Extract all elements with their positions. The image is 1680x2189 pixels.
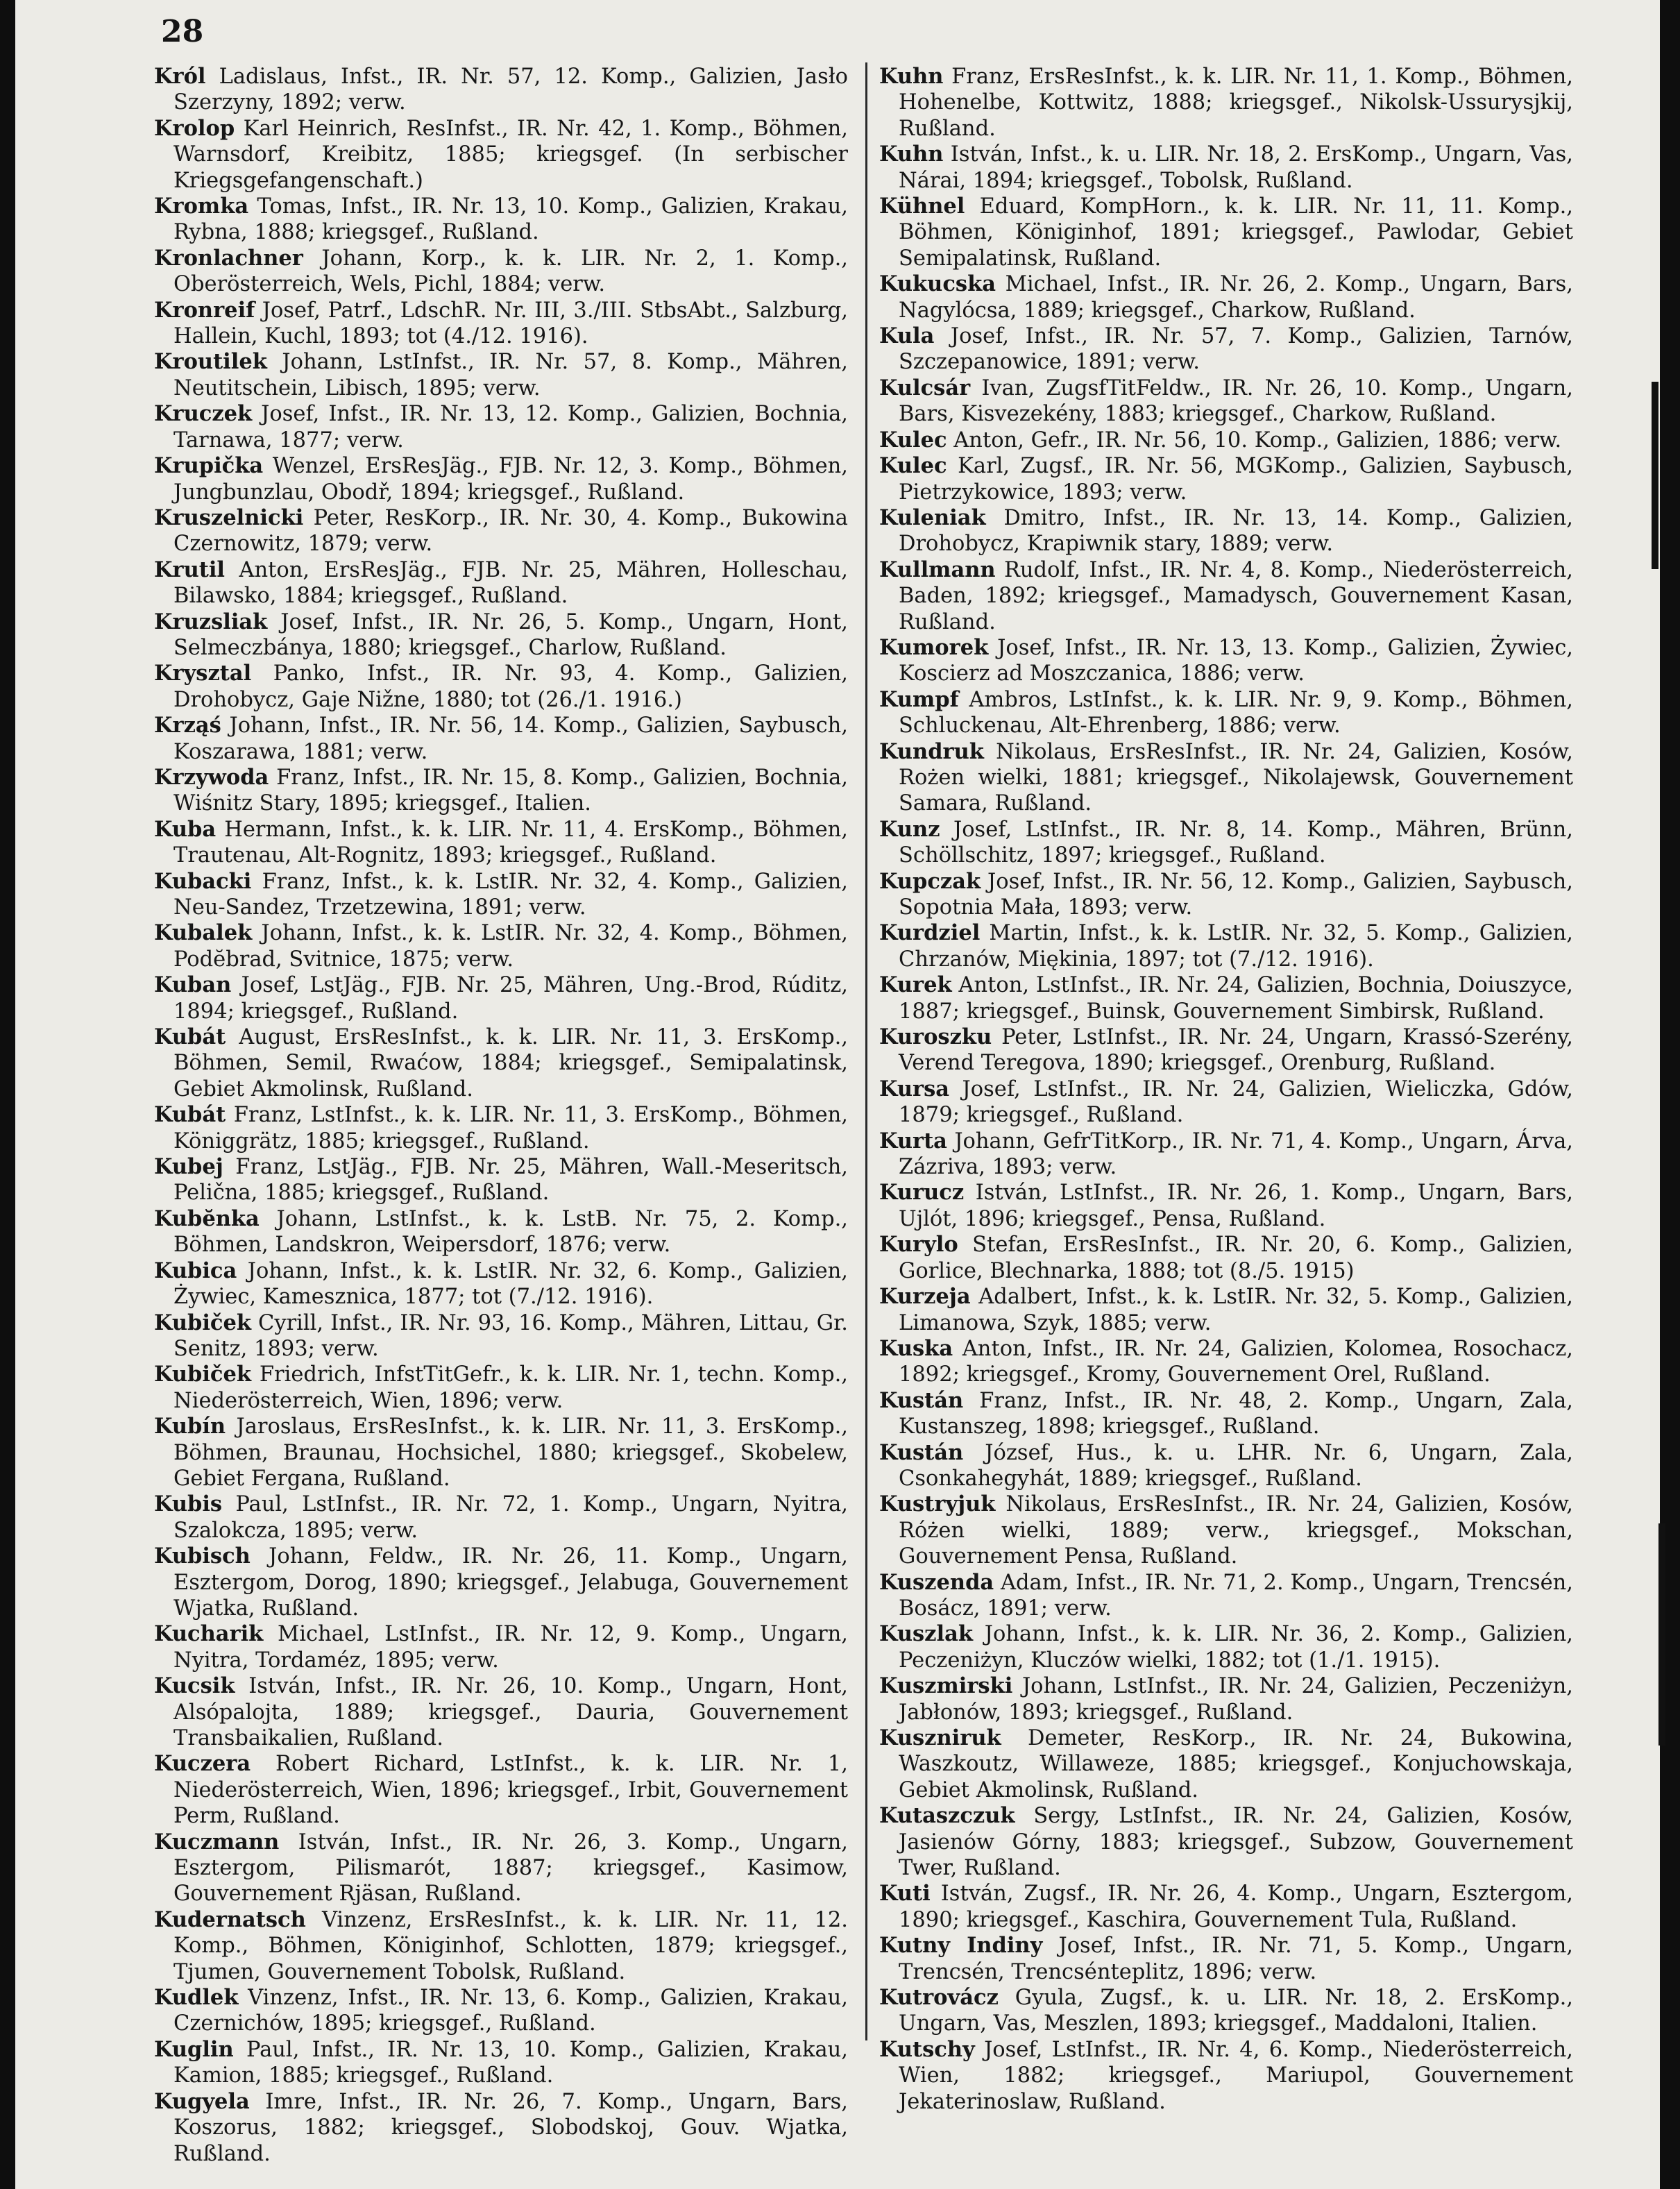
register-entry [154,194,848,246]
register-entry [879,557,1573,635]
entry-details: Peter, ResKorp., IR. Nr. 30, 4. Komp., Bukowina Czernowitz, 1879; verw. [173,505,848,557]
column-divider [865,62,867,2040]
entry-surname: Krupička [154,453,264,479]
entry-details: Nikolaus, ErsResInfst., IR. Nr. 24, Galizien, Kosów, Rożen wielki, 1881; kriegsgef., Nikolajewsk, Gouvernement Samara, Rußland. [899,739,1573,816]
entry-details: Demeter, ResKorp., IR. Nr. 24, Bukowina, Waszkoutz, Willaweze, 1885; kriegsgef., Konjuchowskaja, Gebiet Akmolinsk, Rußland. [899,1726,1573,1802]
entry-details: Franz, Infst., IR. Nr. 15, 8. Komp., Galizien, Bochnia, Wiśnitz Stary, 1895; kriegsgef., Italien. [173,765,848,816]
register-entry [154,505,848,557]
entry-surname: Kubej [154,1154,223,1180]
entry-surname: Kurzeja [879,1284,971,1310]
register-entry [879,64,1573,142]
entry-surname: Kucsik [154,1673,235,1699]
entry-surname: Kukucska [879,271,996,297]
left-column [154,64,848,2167]
entry-surname: Kruszelnicki [154,505,304,530]
entry-surname: Kromka [154,194,249,219]
entry-details: Wenzel, ErsResJäg., FJB. Nr. 12, 3. Komp., Böhmen, Jungbunzlau, Obodř, 1894; kriegsgef., Rußland. [173,454,848,505]
register-entry [879,1336,1573,1388]
entry-surname: Kuska [879,1335,953,1361]
register-entry [879,323,1573,375]
entry-surname: Kubín [154,1414,226,1439]
entry-details: Josef, LstInfst., IR. Nr. 8, 14. Komp., Mähren, Brünn, Schöllschitz, 1897; kriegsgef., Rußland. [899,817,1573,868]
entry-surname: Kubalek [154,920,253,946]
register-entry [154,246,848,298]
entry-surname: Krzywoda [154,764,269,790]
entry-details: Karl Heinrich, ResInfst., IR. Nr. 42, 1. Komp., Böhmen, Warnsdorf, Kreibitz, 1885; kriegsgef. (In serbischer Kriegsgefangenschaft.) [173,116,848,193]
entry-details: Josef, LstJäg., FJB. Nr. 25, Mähren, Ung.-Brod, Rúditz, 1894; kriegsgef., Rußland. [173,973,848,1024]
entry-details: Tomas, Infst., IR. Nr. 13, 10. Komp., Galizien, Krakau, Rybna, 1888; kriegsgef., Rußland. [173,194,848,245]
entry-surname: Kulec [879,453,947,479]
entry-details: István, Zugsf., IR. Nr. 26, 4. Komp., Ungarn, Esztergom, 1890; kriegsgef., Kaschira, Gouvernement Tula, Rußland. [899,1882,1573,1932]
entry-surname: Kubiček [154,1362,252,1387]
entry-details: Anton, Infst., IR. Nr. 24, Galizien, Kolomea, Rosochacz, 1892; kriegsgef., Kromy, Gouvernement Orel, Rußland. [899,1336,1573,1387]
entry-surname: Kruczek [154,401,253,427]
entry-surname: Kullmann [879,557,996,582]
entry-surname: Kurek [879,972,952,998]
register-entry [879,1024,1573,1076]
entry-details: Josef, Infst., IR. Nr. 57, 7. Komp., Galizien, Tarnów, Szczepanowice, 1891; verw. [899,324,1573,375]
entry-details: István, Infst., IR. Nr. 26, 3. Komp., Ungarn, Esztergom, Pilismarót, 1887; kriegsgef., Kasimow, Gouvernement Rjäsan, Rußland. [173,1829,848,1907]
entry-surname: Kuszmirski [879,1673,1013,1699]
entry-details: Martin, Infst., k. k. LstIR. Nr. 32, 5. Komp., Galizien, Chrzanów, Miękinia, 1897; tot (7./12. 1916). [899,921,1573,972]
register-entry [154,557,848,609]
entry-details: Anton, LstInfst., IR. Nr. 24, Galizien, Bochnia, Doiuszyce, 1887; kriegsgef., Buinsk, Gouvernement Simbirsk, Rußland. [899,973,1573,1024]
entry-surname: Kustán [879,1387,964,1413]
register-entry [879,1881,1573,1933]
entry-details: Karl, Zugsf., IR. Nr. 56, MGKomp., Galizien, Saybusch, Pietrzykowice, 1893; verw. [899,454,1573,505]
register-entry [154,972,848,1024]
entry-surname: Kubis [154,1491,223,1517]
register-entry [879,1725,1573,1803]
entry-surname: Kumorek [879,634,989,660]
entry-details: Panko, Infst., IR. Nr. 93, 4. Komp., Galizien, Drohobycz, Gaje Nižne, 1880; tot (26./1. 1916.) [173,661,848,712]
entry-details: Johann, LstInfst., IR. Nr. 57, 8. Komp., Mähren, Neutitschein, Libisch, 1895; verw. [173,350,848,400]
entry-details: Josef, Infst., IR. Nr. 71, 5. Komp., Ungarn, Trencsén, Trencsénteplitz, 1896; verw. [899,1934,1574,1984]
register-entry [879,972,1573,1024]
register-entry [879,1621,1573,1673]
entry-details: Josef, LstInfst., IR. Nr. 4, 6. Komp., Niederösterreich, Wien, 1882; kriegsgef., Mariupol, Gouvernement Jekaterinoslaw, Rußland. [899,2037,1573,2114]
entry-surname: Kubica [154,1258,237,1283]
page-number: 28 [161,14,204,49]
register-entry [879,375,1573,428]
entry-details: Ivan, ZugsfTitFeldw., IR. Nr. 26, 10. Komp., Ungarn, Bars, Kisvezekény, 1883; kriegsgef., Charkow, Rußland. [899,375,1573,427]
entry-details: Franz, LstInfst., k. k. LIR. Nr. 11, 3. ErsKomp., Böhmen, Königgrätz, 1885; kriegsgef., Rußland. [173,1103,848,1153]
entry-details: István, Infst., k. u. LIR. Nr. 18, 2. ErsKomp., Ungarn, Vas, Nárai, 1894; kriegsgef., Tobolsk, Rußland. [899,142,1573,193]
register-entry [154,453,848,505]
entry-details: István, Infst., IR. Nr. 26, 10. Komp., Ungarn, Hont, Alsópalojta, 1889; kriegsgef., Dauria, Gouvernement Transbaikalien, Rußland. [173,1674,848,1750]
register-entry [879,194,1573,271]
register-entry [879,505,1573,557]
entry-surname: Kuroszku [879,1024,992,1050]
entry-surname: Kuszlak [879,1621,973,1647]
entry-surname: Kumpf [879,686,959,712]
register-entry [154,349,848,401]
register-entry [154,1206,848,1258]
register-entry [879,1440,1573,1492]
right-column [879,64,1573,2115]
entry-surname: Kuglin [154,2036,234,2062]
entry-surname: Kurylo [879,1232,958,1258]
entry-details: Ambros, LstInfst., k. k. LIR. Nr. 9, 9. Komp., Böhmen, Schluckenau, Alt-Ehrenberg, 1886; verw. [899,687,1573,738]
entry-surname: Kubiček [154,1310,252,1335]
entry-surname: Krysztal [154,661,252,686]
entry-surname: Kudlek [154,1985,239,2011]
register-entry [154,2089,848,2167]
entry-surname: Kühnel [879,194,965,219]
entry-details: Adam, Infst., IR. Nr. 71, 2. Komp., Ungarn, Trencsén, Bosácz, 1891; verw. [899,1570,1573,1621]
entry-surname: Kulec [879,427,947,453]
register-entry [154,713,848,765]
register-entry [879,1570,1573,1622]
entry-surname: Kundruk [879,738,984,764]
register-entry [154,1544,848,1621]
register-entry [879,739,1573,817]
register-entry [154,765,848,817]
entry-details: Franz, Infst., k. k. LstIR. Nr. 32, 4. Komp., Galizien, Neu-Sandez, Trzetzewina, 1891; verw. [173,869,848,920]
entry-surname: Kurucz [879,1180,965,1206]
register-entry [154,2037,848,2089]
entry-surname: Kubĕnka [154,1206,260,1231]
register-entry [154,609,848,661]
entry-details: Anton, Gefr., IR. Nr. 56, 10. Komp., Galizien, 1886; verw. [947,428,1562,453]
entry-surname: Kutaszczuk [879,1803,1015,1829]
entry-surname: Kursa [879,1076,950,1101]
register-entry [154,116,848,194]
entry-surname: Krolop [154,115,235,141]
entry-surname: Kronlachner [154,245,303,271]
register-entry [879,817,1573,869]
register-entry [879,2037,1573,2115]
entry-surname: Kutschy [879,2036,975,2062]
entry-details: Hermann, Infst., k. k. LIR. Nr. 11, 4. ErsKomp., Böhmen, Trautenau, Alt-Rognitz, 1893; kriegsgef., Rußland. [173,817,848,868]
entry-surname: Kurdziel [879,920,981,946]
entry-surname: Kuszniruk [879,1725,1001,1750]
register-entry [154,1985,848,2037]
entry-surname: Kubisch [154,1544,251,1569]
entry-details: Vinzenz, Infst., IR. Nr. 13, 6. Komp., Galizien, Krakau, Czernichów, 1895; kriegsgef., Rußland. [173,1986,848,2036]
entry-details: Johann, GefrTitKorp., IR. Nr. 71, 4. Komp., Ungarn, Árva, Zázriva, 1893; verw. [899,1129,1573,1180]
entry-details: Eduard, KompHorn., k. k. LIR. Nr. 11, 11. Komp., Böhmen, Königinhof, 1891; kriegsgef., Pawlodar, Gebiet Semipalatinsk, Rußland. [899,194,1573,271]
entry-details: Vinzenz, ErsResInfst., k. k. LIR. Nr. 11, 12. Komp., Böhmen, Königinhof, Schlotten, 1879; kriegsgef., Tjumen, Gouvernement Tobolsk, Rußland. [173,1907,848,1984]
entry-details: Johann, Infst., IR. Nr. 56, 14. Komp., Galizien, Saybusch, Koszarawa, 1881; verw. [173,713,848,764]
register-entry [879,1803,1573,1881]
entry-details: Johann, LstInfst., IR. Nr. 24, Galizien, Peczeniżyn, Jabłonów, 1893; kriegsgef., Rußland. [899,1674,1573,1725]
entry-surname: Król [154,64,206,89]
register-entry [154,1907,848,1985]
register-entry [879,1284,1573,1336]
entry-details: Johann, Infst., k. k. LstIR. Nr. 32, 4. Komp., Böhmen, Podĕbrad, Svitnice, 1875; verw. [173,921,848,972]
register-entry [154,1491,848,1544]
entry-surname: Kustán [879,1439,964,1465]
register-entry [879,271,1573,323]
entry-surname: Kupczak [879,868,981,894]
register-entry [154,1258,848,1310]
entry-details: Johann, LstInfst., k. k. LstB. Nr. 75, 2. Komp., Böhmen, Landskron, Weipersdorf, 1876; verw. [173,1206,848,1258]
register-entry [879,1388,1573,1440]
register-entry [879,1076,1573,1129]
entry-surname: Kronreif [154,297,255,323]
entry-surname: Kuhn [879,142,944,167]
document-page [15,0,1660,2189]
entry-surname: Kuti [879,1881,931,1907]
entry-details: Adalbert, Infst., k. k. LstIR. Nr. 32, 5. Komp., Galizien, Limanowa, Szyk, 1885; verw. [899,1285,1573,1335]
entry-details: Josef, Infst., IR. Nr. 26, 5. Komp., Ungarn, Hont, Selmeczbánya, 1880; kriegsgef., Charlow, Rußland. [173,609,848,660]
entry-details: Paul, Infst., IR. Nr. 13, 10. Komp., Galizien, Krakau, Kamion, 1885; kriegsgef., Rußland. [173,2037,848,2088]
entry-surname: Kuban [154,972,232,998]
binding-mark-lower [1658,1523,1665,1746]
register-entry [879,1180,1573,1232]
register-entry [879,1491,1573,1569]
register-entry [879,1232,1573,1284]
entry-details: Gyula, Zugsf., k. u. LIR. Nr. 18, 2. ErsKomp., Ungarn, Vas, Meszlen, 1893; kriegsgef., Maddaloni, Italien. [899,1986,1573,2036]
entry-details: Johann, Feldw., IR. Nr. 26, 11. Komp., Ungarn, Esztergom, Dorog, 1890; kriegsgef., Jelabuga, Gouvernement Wjatka, Rußland. [173,1544,848,1621]
entry-surname: Kulcsár [879,375,971,400]
entry-surname: Kustryjuk [879,1491,996,1517]
entry-surname: Kula [879,323,935,349]
register-entry [879,1933,1573,1985]
register-entry [154,64,848,116]
register-entry [154,401,848,453]
entry-surname: Krząś [154,713,221,738]
register-entry [879,635,1573,687]
register-entry [879,453,1573,505]
entry-details: Josef, Patrf., LdschR. Nr. III, 3./III. StbsAbt., Salzburg, Hallein, Kuchl, 1893; tot (4./12. 1916). [173,298,848,349]
entry-details: Paul, LstInfst., IR. Nr. 72, 1. Komp., Ungarn, Nyitra, Szalokcza, 1895; verw. [173,1492,848,1543]
entry-details: Stefan, ErsResInfst., IR. Nr. 20, 6. Komp., Galizien, Gorlice, Blechnarka, 1888; tot (8./5. 1915) [899,1233,1573,1283]
register-entry [154,298,848,350]
entry-surname: Kutrovácz [879,1985,999,2011]
register-entry [154,1414,848,1491]
entry-surname: Kubát [154,1024,226,1050]
entry-details: József, Hus., k. u. LHR. Nr. 6, Ungarn, Zala, Csonkahegyhát, 1889; kriegsgef., Rußland. [899,1440,1573,1491]
entry-surname: Kugyela [154,2088,250,2114]
entry-details: Dmitro, Infst., IR. Nr. 13, 14. Komp., Galizien, Drohobycz, Krapiwnik stary, 1889; verw. [899,505,1573,557]
register-entry [879,687,1573,739]
register-entry [154,661,848,713]
register-entry [154,1829,848,1907]
entry-surname: Kubát [154,1102,226,1128]
entry-surname: Kuszenda [879,1569,994,1595]
entry-surname: Kuczera [154,1751,251,1777]
register-entry [879,428,1573,453]
entry-details: Imre, Infst., IR. Nr. 26, 7. Komp., Ungarn, Bars, Koszorus, 1882; kriegsgef., Slobodskoj, Gouv. Wjatka, Rußland. [173,2089,848,2166]
entry-surname: Kuleniak [879,505,986,530]
entry-details: Rudolf, Infst., IR. Nr. 4, 8. Komp., Niederösterreich, Baden, 1892; kriegsgef., Mamadysch, Gouvernement Kasan, Rußland. [899,557,1573,634]
entry-details: Franz, ErsResInfst., k. k. LIR. Nr. 11, 1. Komp., Böhmen, Hohenelbe, Kottwitz, 1888; kriegsgef., Nikolsk-Ussurysjkij, Rußland. [899,65,1573,141]
entry-details: Sergy, LstInfst., IR. Nr. 24, Galizien, Kosów, Jasienów Górny, 1883; kriegsgef., Subzow, Gouvernement Twer, Rußland. [899,1804,1573,1881]
register-entry [154,1310,848,1362]
register-entry [879,1985,1573,2037]
register-entry [154,817,848,869]
entry-surname: Kroutilek [154,349,267,375]
entry-details: Michael, Infst., IR. Nr. 26, 2. Komp., Ungarn, Bars, Nagylócsa, 1889; kriegsgef., Charkow, Rußland. [899,272,1573,323]
entry-details: Peter, LstInfst., IR. Nr. 24, Ungarn, Krassó-Szerény, Verend Teregova, 1890; kriegsgef., Orenburg, Rußland. [899,1025,1573,1076]
entry-details: István, LstInfst., IR. Nr. 26, 1. Komp., Ungarn, Bars, Ujlót, 1896; kriegsgef., Pensa, Rußland. [899,1181,1573,1231]
register-entry [879,142,1573,194]
entry-surname: Kucharik [154,1621,264,1647]
register-entry [154,1751,848,1829]
entry-details: Josef, Infst., IR. Nr. 56, 12. Komp., Galizien, Saybusch, Sopotnia Mała, 1893; verw. [899,869,1573,920]
register-entry [879,920,1573,972]
register-entry [154,1024,848,1102]
entry-details: Johann, Infst., k. k. LIR. Nr. 36, 2. Komp., Galizien, Peczeniżyn, Kluczów wielki, 1882; tot (1./1. 1915). [899,1622,1573,1673]
entry-surname: Kuczmann [154,1829,280,1854]
entry-surname: Kruzsliak [154,609,268,634]
register-entry [154,869,848,921]
entry-details: Michael, LstInfst., IR. Nr. 12, 9. Komp., Ungarn, Nyitra, Tordaméz, 1895; verw. [173,1622,848,1673]
entry-surname: Krutil [154,557,226,582]
register-entry [154,920,848,972]
entry-details: Anton, ErsResJäg., FJB. Nr. 25, Mähren, Holleschau, Bilawsko, 1884; kriegsgef., Rußland. [173,557,848,609]
register-entry [154,1621,848,1673]
entry-details: Johann, Korp., k. k. LIR. Nr. 2, 1. Komp., Oberösterreich, Wels, Pichl, 1884; verw. [173,246,848,297]
entry-details: August, ErsResInfst., k. k. LIR. Nr. 11, 3. ErsKomp., Böhmen, Semil, Rwaćow, 1884; kriegsgef., Semipalatinsk, Gebiet Akmolinsk, Rußland. [173,1025,848,1101]
entry-details: Johann, Infst., k. k. LstIR. Nr. 32, 6. Komp., Galizien, Żywiec, Kamesznica, 1877; tot (7./12. 1916). [173,1258,848,1310]
entry-surname: Kuhn [879,64,944,89]
entry-surname: Kuba [154,816,217,842]
entry-surname: Kutny Indiny [879,1933,1043,1959]
entry-details: Friedrich, InfstTitGefr., k. k. LIR. Nr. 1, techn. Komp., Niederösterreich, Wien, 1896; verw. [173,1362,848,1413]
entry-details: Nikolaus, ErsResInfst., IR. Nr. 24, Galizien, Kosów, Różen wielki, 1889; verw., kriegsgef., Mokschan, Gouvernement Pensa, Rußland. [899,1492,1573,1569]
entry-surname: Kunz [879,816,940,842]
register-entry [154,1154,848,1206]
register-entry [154,1102,848,1154]
entry-details: Cyrill, Infst., IR. Nr. 93, 16. Komp., Mähren, Littau, Gr. Senitz, 1893; verw. [173,1310,848,1361]
register-entry [879,1129,1573,1181]
entry-details: Robert Richard, LstInfst., k. k. LIR. Nr. 1, Niederösterreich, Wien, 1896; kriegsgef., Irbit, Gouvernement Perm, Rußland. [173,1752,848,1829]
entry-surname: Kurta [879,1128,947,1153]
entry-details: Josef, Infst., IR. Nr. 13, 12. Komp., Galizien, Bochnia, Tarnawa, 1877; verw. [173,402,848,453]
register-entry [154,1673,848,1751]
entry-details: Josef, Infst., IR. Nr. 13, 13. Komp., Galizien, Żywiec, Koscierz ad Moszczanica, 1886; verw. [899,635,1573,686]
entry-details: Jaroslaus, ErsResInfst., k. k. LIR. Nr. 11, 3. ErsKomp., Böhmen, Braunau, Hochsichel, 1880; kriegsgef., Skobelew, Gebiet Fergana, Rußland. [173,1414,848,1491]
register-entry [879,869,1573,921]
entry-details: Franz, LstJäg., FJB. Nr. 25, Mähren, Wall.-Meseritsch, Pelična, 1885; kriegsgef., Rußland. [173,1155,848,1206]
register-entry [879,1673,1573,1725]
register-entry [154,1362,848,1414]
entry-details: Ladislaus, Infst., IR. Nr. 57, 12. Komp., Galizien, Jasło Szerzyny, 1892; verw. [173,65,848,115]
entry-surname: Kubacki [154,868,252,894]
entry-surname: Kudernatsch [154,1907,306,1932]
entry-details: Josef, LstInfst., IR. Nr. 24, Galizien, Wieliczka, Gdów, 1879; kriegsgef., Rußland. [899,1076,1573,1128]
entry-details: Franz, Infst., IR. Nr. 48, 2. Komp., Ungarn, Zala, Kustanszeg, 1898; kriegsgef., Rußland. [899,1388,1573,1439]
binding-mark-upper [1652,382,1658,569]
